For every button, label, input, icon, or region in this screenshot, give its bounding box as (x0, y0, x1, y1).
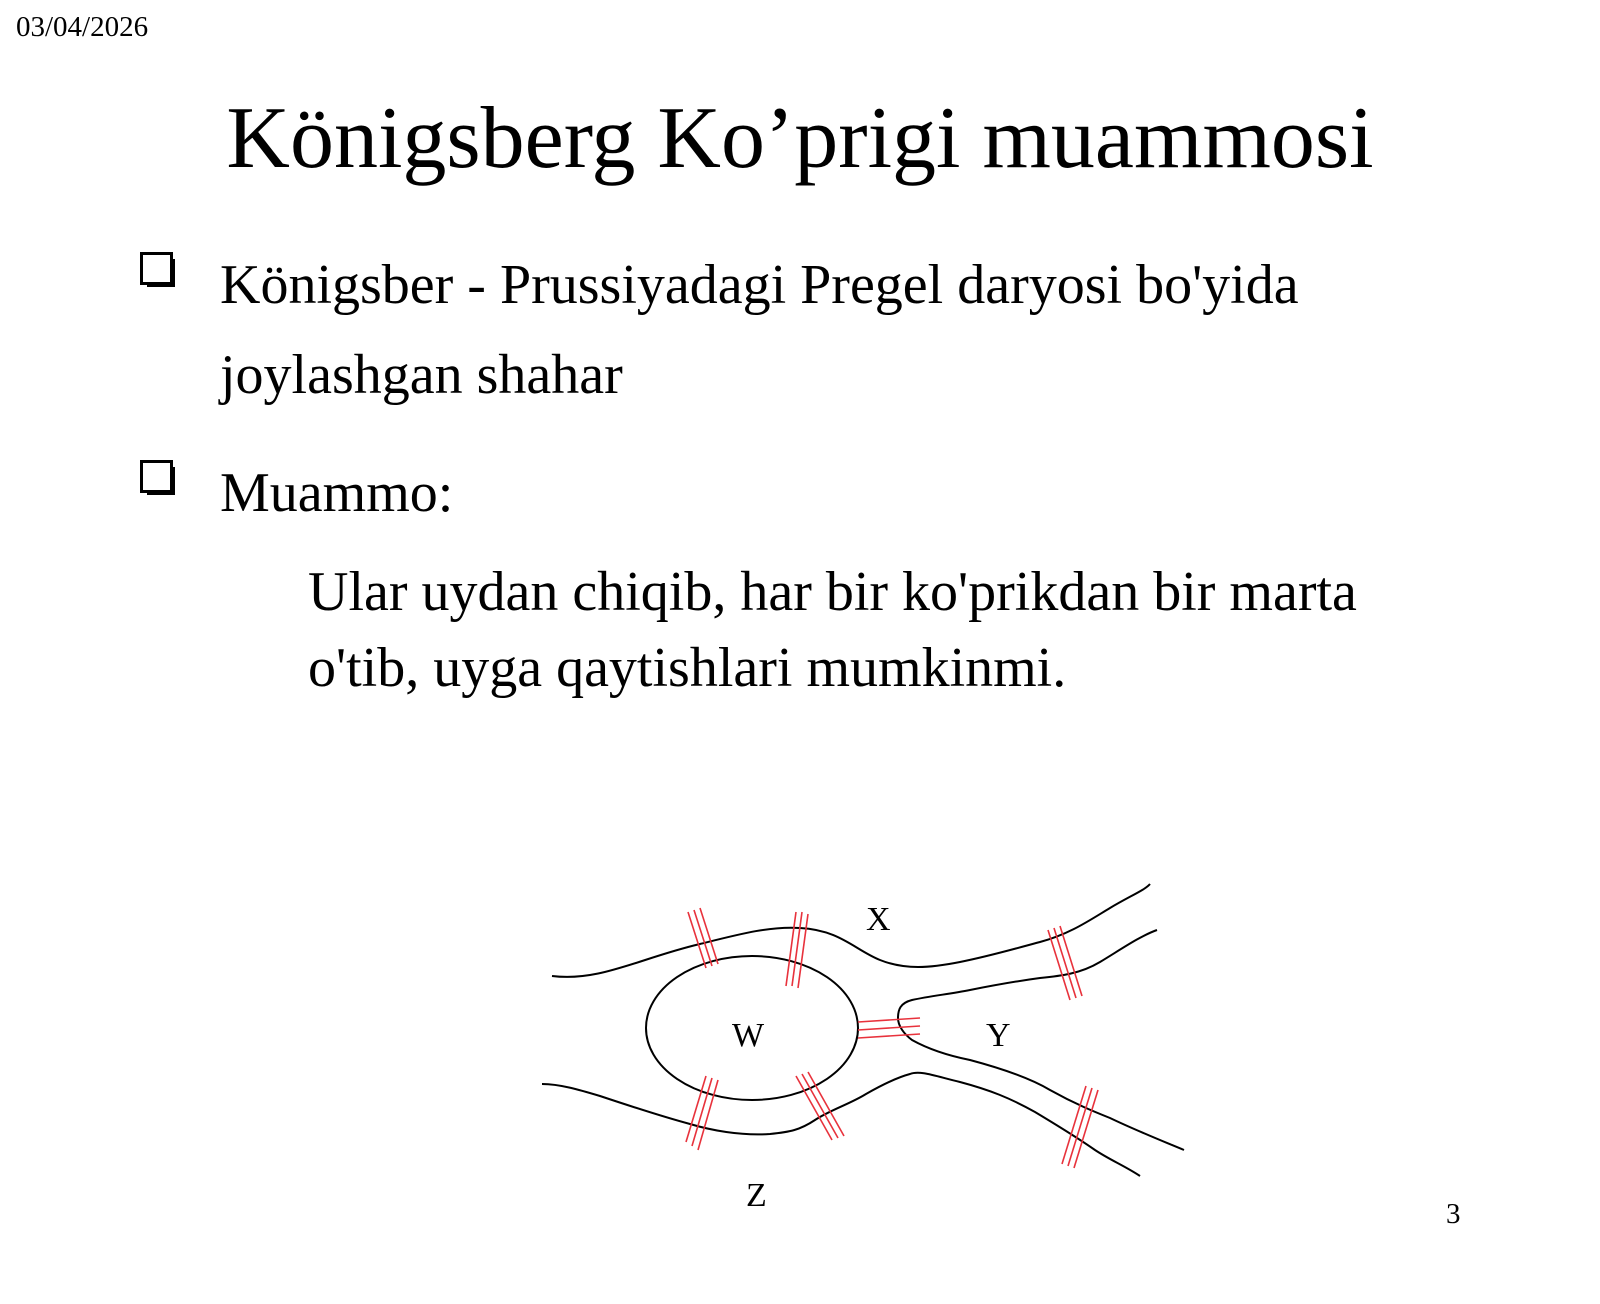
slide-date: 03/04/2026 (16, 11, 149, 43)
slide-title: Königsberg Ko’prigi muammosi (226, 90, 1374, 187)
bullet-text-konigsberg: Königsber - Prussiyadagi Pregel daryosi bo'yida joylashgan shahar (220, 254, 1299, 406)
bridge-top-left (688, 908, 718, 968)
bridge-top-middle (786, 912, 808, 988)
river-bank-middle-upper (898, 930, 1184, 1150)
bullet-text-muammo: Muammo: (220, 462, 454, 524)
river-bank-top (552, 884, 1150, 977)
bridge-island-to-y (858, 1018, 920, 1038)
problem-description: Ular uydan chiqib, har bir ko'prikdan bir marta o'tib, uyga qaytishlari mumkinmi. (308, 561, 1357, 699)
region-label-y: Y (986, 1017, 1011, 1054)
page-number: 3 (1446, 1198, 1461, 1230)
region-label-z: Z (746, 1177, 767, 1214)
region-label-x: X (866, 901, 891, 938)
region-label-w: W (732, 1017, 765, 1054)
river-bank-middle-lower (542, 1073, 1140, 1176)
